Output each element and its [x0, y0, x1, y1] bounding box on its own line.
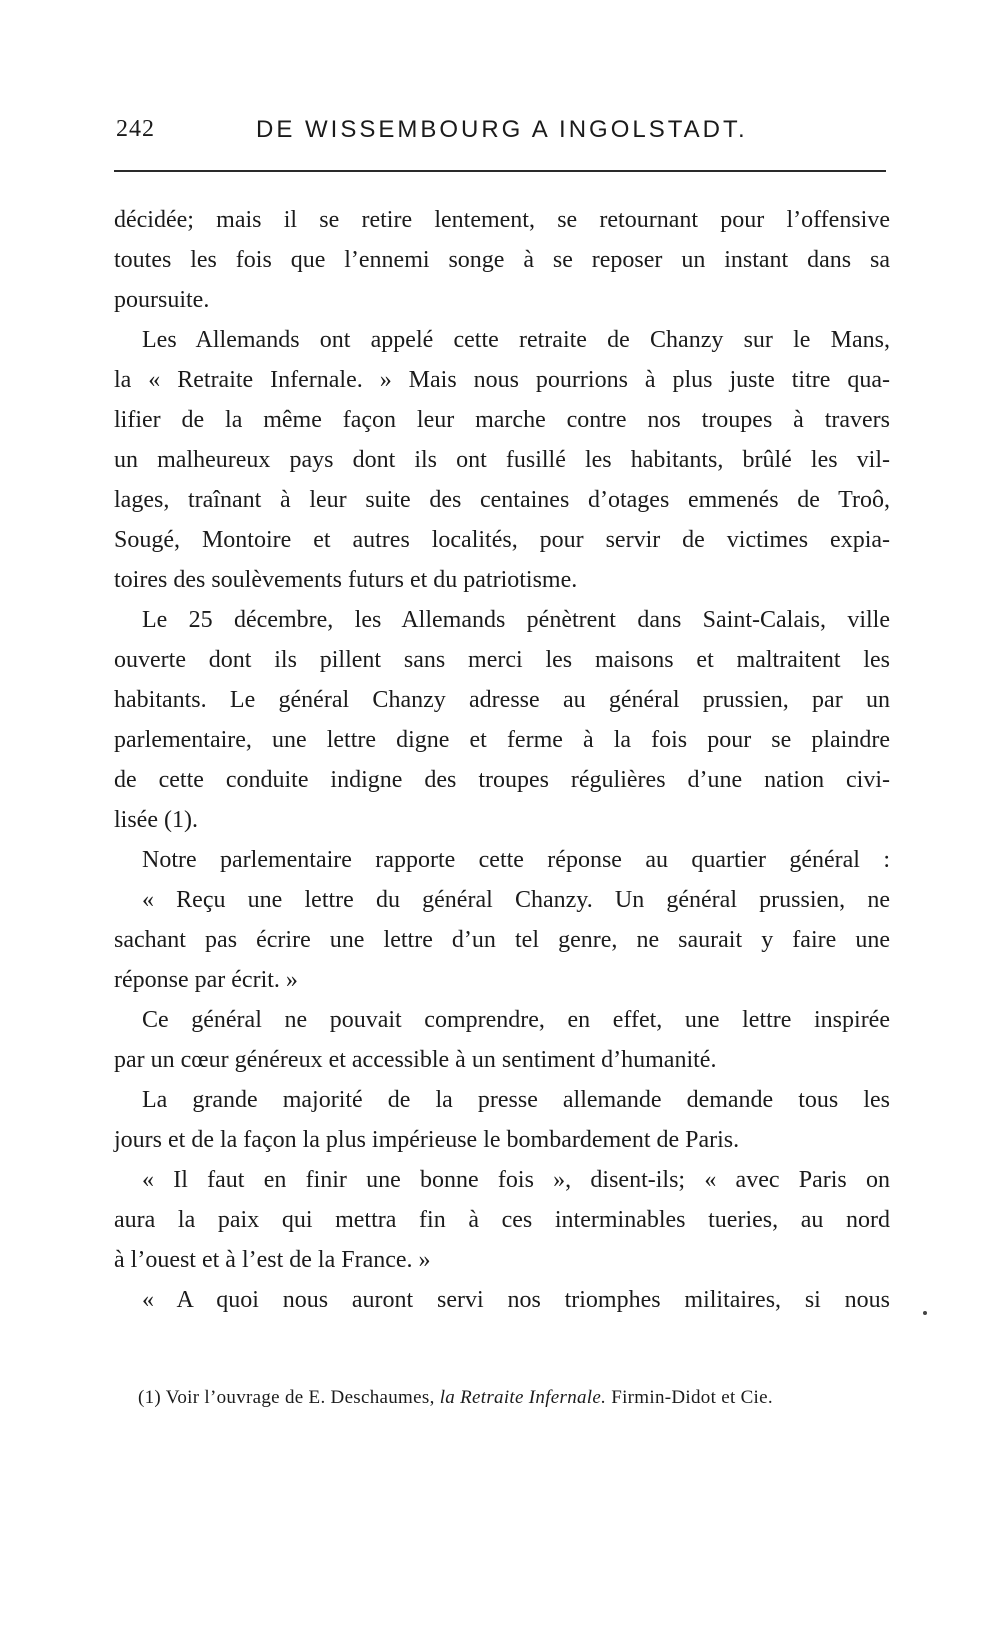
- text-line: lifier de la même façon leur marche contre nos troupes à travers: [114, 407, 890, 433]
- text-line: aura la paix qui mettra fin à ces interminables tueries, au nord: [114, 1207, 890, 1233]
- text-line: sachant pas écrire une lettre d’un tel genre, ne saurait y faire une: [114, 927, 890, 953]
- text-line: réponse par écrit. »: [114, 967, 298, 993]
- text-line: lages, traînant à leur suite des centaines d’otages emmenés de Troô,: [114, 487, 890, 513]
- body-text: [114, 200, 890, 1320]
- text-line: lisée (1).: [114, 807, 198, 833]
- text-line: par un cœur généreux et accessible à un sentiment d’humanité.: [114, 1047, 717, 1073]
- text-line: parlementaire, une lettre digne et ferme à la fois pour se plaindre: [114, 727, 890, 753]
- text-line: Le 25 décembre, les Allemands pénètrent dans Saint-Calais, ville: [142, 607, 890, 633]
- running-title: DE WISSEMBOURG A INGOLSTADT.: [256, 116, 748, 143]
- text-line: « Il faut en finir une bonne fois », disent-ils; « avec Paris on: [142, 1167, 890, 1193]
- footnote: [138, 1384, 898, 1412]
- page-number: 242: [116, 116, 155, 142]
- text-line: Notre parlementaire rapporte cette réponse au quartier général :: [142, 847, 890, 873]
- text-line: de cette conduite indigne des troupes régulières d’une nation civi-: [114, 767, 890, 793]
- footnote-publisher: Firmin-Didot et Cie.: [611, 1387, 773, 1408]
- text-line: la « Retraite Infernale. » Mais nous pourrions à plus juste titre qua-: [114, 367, 890, 393]
- stray-mark: [923, 1311, 927, 1315]
- text-line: poursuite.: [114, 287, 210, 313]
- text-line: Ce général ne pouvait comprendre, en effet, une lettre inspirée: [142, 1007, 890, 1033]
- footnote-text: Voir l’ouvrage de E. Deschaumes,: [165, 1387, 435, 1408]
- text-line: un malheureux pays dont ils ont fusillé les habitants, brûlé les vil-: [114, 447, 890, 473]
- text-line: à l’ouest et à l’est de la France. »: [114, 1247, 431, 1273]
- text-line: habitants. Le général Chanzy adresse au général prussien, par un: [114, 687, 890, 713]
- text-line: décidée; mais il se retire lentement, se retournant pour l’offensive: [114, 207, 890, 233]
- text-line: La grande majorité de la presse allemande demande tous les: [142, 1087, 890, 1113]
- footnote-book-title: la Retraite Infernale.: [439, 1387, 607, 1408]
- text-line: toutes les fois que l’ennemi songe à se reposer un instant dans sa: [114, 247, 890, 273]
- footnote-marker: (1): [138, 1387, 162, 1408]
- text-line: jours et de la façon la plus impérieuse le bombardement de Paris.: [114, 1127, 740, 1153]
- text-line: ouverte dont ils pillent sans merci les maisons et maltraitent les: [114, 647, 890, 673]
- text-line: « Reçu une lettre du général Chanzy. Un général prussien, ne: [142, 887, 890, 913]
- text-line: Sougé, Montoire et autres localités, pour servir de victimes expia-: [114, 527, 890, 553]
- header-rule: [114, 170, 886, 172]
- text-line: Les Allemands ont appelé cette retraite de Chanzy sur le Mans,: [142, 327, 890, 353]
- running-head: [116, 116, 888, 146]
- text-line: « A quoi nous auront servi nos triomphes militaires, si nous: [142, 1287, 890, 1313]
- text-line: toires des soulèvements futurs et du patriotisme.: [114, 567, 578, 593]
